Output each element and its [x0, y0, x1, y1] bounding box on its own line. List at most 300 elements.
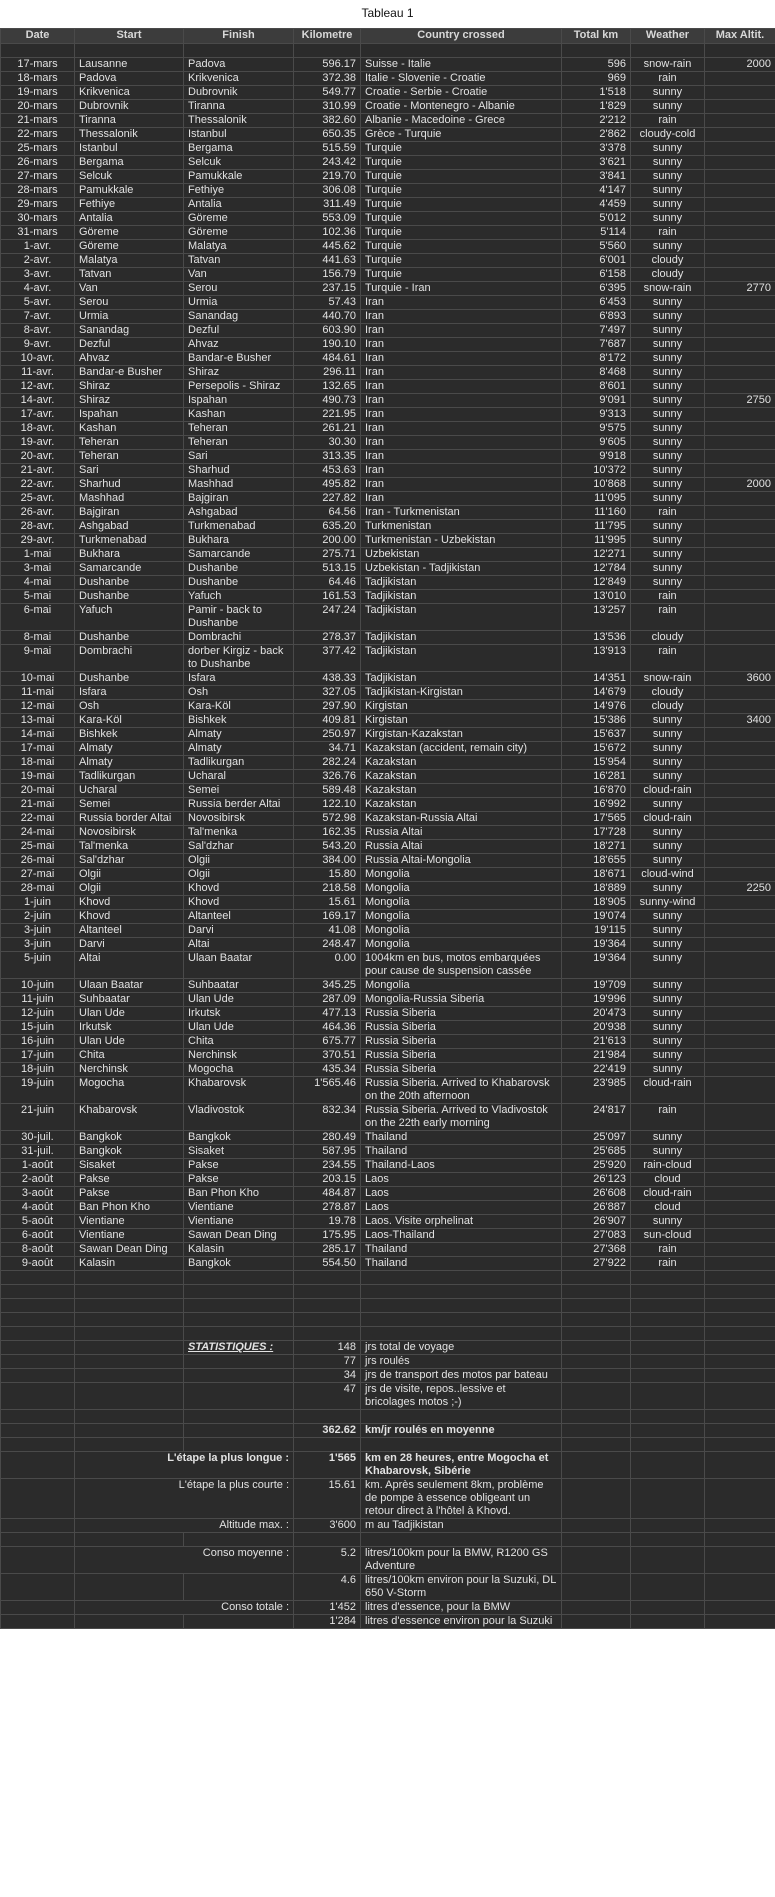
cell-country[interactable]: Turquie	[361, 226, 562, 240]
cell-total-km[interactable]: 13'257	[562, 604, 631, 631]
cell-kilometre[interactable]: 435.34	[294, 1063, 361, 1077]
cell-country[interactable]: Turquie	[361, 184, 562, 198]
cell-start[interactable]: Russia border Altai	[75, 812, 184, 826]
cell-country[interactable]: Turquie	[361, 170, 562, 184]
cell-kilometre[interactable]: 587.95	[294, 1145, 361, 1159]
cell-max-altitude[interactable]	[705, 100, 775, 114]
cell-date[interactable]: 2-août	[1, 1173, 75, 1187]
stats-value[interactable]: 5.2	[294, 1547, 361, 1574]
cell-finish[interactable]: Dombrachi	[184, 631, 294, 645]
cell-finish[interactable]: Sawan Dean Ding	[184, 1229, 294, 1243]
cell-date[interactable]: 9-août	[1, 1257, 75, 1271]
cell-date[interactable]: 1-août	[1, 1159, 75, 1173]
cell-date[interactable]: 25-avr.	[1, 492, 75, 506]
stats-desc[interactable]: jrs roulés	[361, 1355, 562, 1369]
cell-total-km[interactable]: 2'862	[562, 128, 631, 142]
cell-weather[interactable]: sunny	[631, 1063, 705, 1077]
cell-weather[interactable]: rain	[631, 72, 705, 86]
cell-finish[interactable]: Darvi	[184, 924, 294, 938]
cell-max-altitude[interactable]	[705, 450, 775, 464]
cell-start[interactable]: Vientiane	[75, 1215, 184, 1229]
cell-kilometre[interactable]: 243.42	[294, 156, 361, 170]
cell-weather[interactable]: cloudy	[631, 700, 705, 714]
cell-max-altitude[interactable]	[705, 268, 775, 282]
cell-weather[interactable]: sunny	[631, 352, 705, 366]
cell-max-altitude[interactable]	[705, 1243, 775, 1257]
cell-max-altitude[interactable]	[705, 156, 775, 170]
cell-start[interactable]: Suhbaatar	[75, 993, 184, 1007]
cell-finish[interactable]: Khovd	[184, 882, 294, 896]
cell-kilometre[interactable]: 453.63	[294, 464, 361, 478]
cell-finish[interactable]: Olgii	[184, 868, 294, 882]
cell-kilometre[interactable]: 122.10	[294, 798, 361, 812]
cell-kilometre[interactable]: 64.46	[294, 576, 361, 590]
cell-date[interactable]: 31-mars	[1, 226, 75, 240]
cell-total-km[interactable]: 24'817	[562, 1104, 631, 1131]
cell-max-altitude[interactable]	[705, 408, 775, 422]
cell-start[interactable]: Bangkok	[75, 1145, 184, 1159]
cell-kilometre[interactable]: 261.21	[294, 422, 361, 436]
cell-start[interactable]: Dezful	[75, 338, 184, 352]
cell-weather[interactable]: rain	[631, 1257, 705, 1271]
cell-max-altitude[interactable]	[705, 1229, 775, 1243]
cell-start[interactable]: Bangkok	[75, 1131, 184, 1145]
cell-date[interactable]: 3-août	[1, 1187, 75, 1201]
cell-weather[interactable]: cloudy	[631, 254, 705, 268]
cell-weather[interactable]: sunny	[631, 436, 705, 450]
cell-max-altitude[interactable]	[705, 436, 775, 450]
cell-kilometre[interactable]: 553.09	[294, 212, 361, 226]
cell-country[interactable]: Kirgistan	[361, 700, 562, 714]
cell-start[interactable]: Nerchinsk	[75, 1063, 184, 1077]
cell-start[interactable]: Selcuk	[75, 170, 184, 184]
cell-date[interactable]: 8-août	[1, 1243, 75, 1257]
cell-kilometre[interactable]: 162.35	[294, 826, 361, 840]
cell-kilometre[interactable]: 543.20	[294, 840, 361, 854]
cell-weather[interactable]: sunny	[631, 1021, 705, 1035]
cell-finish[interactable]: Altai	[184, 938, 294, 952]
cell-kilometre[interactable]: 372.38	[294, 72, 361, 86]
stats-value[interactable]: 362.62	[294, 1424, 361, 1438]
cell-kilometre[interactable]: 203.15	[294, 1173, 361, 1187]
cell-finish[interactable]: Ulaan Baatar	[184, 952, 294, 979]
cell-date[interactable]: 18-mai	[1, 756, 75, 770]
cell-start[interactable]: Sari	[75, 464, 184, 478]
cell-date[interactable]: 17-mars	[1, 58, 75, 72]
cell-date[interactable]: 13-mai	[1, 714, 75, 728]
cell-start[interactable]: Khovd	[75, 896, 184, 910]
cell-country[interactable]: Croatie - Montenegro - Albanie	[361, 100, 562, 114]
cell-total-km[interactable]: 21'984	[562, 1049, 631, 1063]
cell-country[interactable]: Turquie	[361, 268, 562, 282]
cell-date[interactable]: 21-mars	[1, 114, 75, 128]
cell-weather[interactable]: rain	[631, 604, 705, 631]
cell-max-altitude[interactable]	[705, 114, 775, 128]
cell-total-km[interactable]: 25'685	[562, 1145, 631, 1159]
cell-country[interactable]: Iran	[361, 380, 562, 394]
cell-kilometre[interactable]: 603.90	[294, 324, 361, 338]
cell-total-km[interactable]: 18'655	[562, 854, 631, 868]
cell-date[interactable]: 11-mai	[1, 686, 75, 700]
cell-finish[interactable]: Pakse	[184, 1173, 294, 1187]
cell-country[interactable]: Thailand	[361, 1145, 562, 1159]
stats-value[interactable]: 34	[294, 1369, 361, 1383]
cell-start[interactable]: Shiraz	[75, 380, 184, 394]
cell-total-km[interactable]: 3'841	[562, 170, 631, 184]
cell-kilometre[interactable]: 327.05	[294, 686, 361, 700]
cell-kilometre[interactable]: 34.71	[294, 742, 361, 756]
cell-country[interactable]: Iran	[361, 310, 562, 324]
cell-date[interactable]: 29-mars	[1, 198, 75, 212]
cell-date[interactable]: 25-mars	[1, 142, 75, 156]
cell-country[interactable]: Thailand	[361, 1257, 562, 1271]
cell-max-altitude[interactable]	[705, 366, 775, 380]
cell-max-altitude[interactable]	[705, 1104, 775, 1131]
cell-country[interactable]: Iran	[361, 408, 562, 422]
cell-total-km[interactable]: 4'147	[562, 184, 631, 198]
cell-total-km[interactable]: 9'605	[562, 436, 631, 450]
cell-start[interactable]: Tatvan	[75, 268, 184, 282]
cell-start[interactable]: Serou	[75, 296, 184, 310]
cell-finish[interactable]: Teheran	[184, 436, 294, 450]
cell-country[interactable]: Iran	[361, 422, 562, 436]
cell-kilometre[interactable]: 310.99	[294, 100, 361, 114]
cell-weather[interactable]: sunny-wind	[631, 896, 705, 910]
cell-date[interactable]: 21-avr.	[1, 464, 75, 478]
empty-cell[interactable]	[184, 44, 294, 58]
cell-finish[interactable]: Bangkok	[184, 1257, 294, 1271]
cell-max-altitude[interactable]	[705, 128, 775, 142]
cell-kilometre[interactable]: 306.08	[294, 184, 361, 198]
cell-max-altitude[interactable]	[705, 576, 775, 590]
cell-kilometre[interactable]: 438.33	[294, 672, 361, 686]
cell-country[interactable]: Turquie	[361, 142, 562, 156]
cell-country[interactable]: Turkmenistan - Uzbekistan	[361, 534, 562, 548]
cell-max-altitude[interactable]	[705, 798, 775, 812]
cell-weather[interactable]: sunny	[631, 450, 705, 464]
cell-date[interactable]: 22-mai	[1, 812, 75, 826]
cell-weather[interactable]: sunny	[631, 1049, 705, 1063]
cell-country[interactable]: Italie - Slovenie - Croatie	[361, 72, 562, 86]
cell-start[interactable]: Almaty	[75, 756, 184, 770]
cell-weather[interactable]: sunny	[631, 534, 705, 548]
cell-max-altitude[interactable]	[705, 464, 775, 478]
cell-weather[interactable]: sunny	[631, 548, 705, 562]
col-header-kilometre[interactable]: Kilometre	[294, 29, 361, 44]
cell-date[interactable]: 7-avr.	[1, 310, 75, 324]
cell-kilometre[interactable]: 596.17	[294, 58, 361, 72]
cell-kilometre[interactable]: 156.79	[294, 268, 361, 282]
cell-total-km[interactable]: 16'281	[562, 770, 631, 784]
cell-weather[interactable]: sunny	[631, 1215, 705, 1229]
cell-start[interactable]: Samarcande	[75, 562, 184, 576]
cell-finish[interactable]: Dezful	[184, 324, 294, 338]
cell-kilometre[interactable]: 484.61	[294, 352, 361, 366]
cell-weather[interactable]: sunny	[631, 826, 705, 840]
cell-total-km[interactable]: 21'613	[562, 1035, 631, 1049]
cell-country[interactable]: 1004km en bus, motos embarquées pour cause de suspension cassée	[361, 952, 562, 979]
cell-finish[interactable]: Bukhara	[184, 534, 294, 548]
cell-country[interactable]: Kirgistan-Kazakstan	[361, 728, 562, 742]
cell-total-km[interactable]: 6'893	[562, 310, 631, 324]
cell-max-altitude[interactable]: 2250	[705, 882, 775, 896]
cell-max-altitude[interactable]	[705, 700, 775, 714]
cell-start[interactable]: Pamukkale	[75, 184, 184, 198]
cell-total-km[interactable]: 27'368	[562, 1243, 631, 1257]
cell-country[interactable]: Russia Siberia. Arrived to Khabarovsk on the 20th afternoon	[361, 1077, 562, 1104]
cell-start[interactable]: Novosibirsk	[75, 826, 184, 840]
cell-start[interactable]: Darvi	[75, 938, 184, 952]
cell-kilometre[interactable]: 19.78	[294, 1215, 361, 1229]
cell-kilometre[interactable]: 15.61	[294, 896, 361, 910]
cell-start[interactable]: Almaty	[75, 742, 184, 756]
cell-start[interactable]: Antalia	[75, 212, 184, 226]
cell-country[interactable]: Iran	[361, 324, 562, 338]
cell-finish[interactable]: Shiraz	[184, 366, 294, 380]
cell-start[interactable]: Olgii	[75, 882, 184, 896]
cell-kilometre[interactable]: 440.70	[294, 310, 361, 324]
cell-total-km[interactable]: 9'575	[562, 422, 631, 436]
cell-kilometre[interactable]: 313.35	[294, 450, 361, 464]
cell-kilometre[interactable]: 296.11	[294, 366, 361, 380]
cell-kilometre[interactable]: 227.82	[294, 492, 361, 506]
cell-start[interactable]: Sawan Dean Ding	[75, 1243, 184, 1257]
cell-kilometre[interactable]: 275.71	[294, 548, 361, 562]
cell-country[interactable]: Kazakstan (accident, remain city)	[361, 742, 562, 756]
cell-kilometre[interactable]: 515.59	[294, 142, 361, 156]
cell-finish[interactable]: Kara-Köl	[184, 700, 294, 714]
cell-total-km[interactable]: 969	[562, 72, 631, 86]
cell-weather[interactable]: cloud-rain	[631, 1077, 705, 1104]
cell-max-altitude[interactable]	[705, 631, 775, 645]
cell-finish[interactable]: Kalasin	[184, 1243, 294, 1257]
cell-weather[interactable]: cloud-rain	[631, 812, 705, 826]
stats-desc[interactable]: km en 28 heures, entre Mogocha et Khabarovsk, Sibérie	[361, 1452, 562, 1479]
cell-total-km[interactable]: 14'351	[562, 672, 631, 686]
cell-weather[interactable]: sunny	[631, 338, 705, 352]
cell-weather[interactable]: cloud	[631, 1201, 705, 1215]
cell-weather[interactable]: sunny	[631, 86, 705, 100]
cell-kilometre[interactable]: 464.36	[294, 1021, 361, 1035]
cell-total-km[interactable]: 19'364	[562, 938, 631, 952]
cell-total-km[interactable]: 3'621	[562, 156, 631, 170]
cell-finish[interactable]: Bergama	[184, 142, 294, 156]
cell-max-altitude[interactable]	[705, 240, 775, 254]
stats-desc[interactable]: litres d'essence environ pour la Suzuki	[361, 1615, 562, 1629]
cell-finish[interactable]: Sal'dzhar	[184, 840, 294, 854]
cell-total-km[interactable]: 17'565	[562, 812, 631, 826]
cell-finish[interactable]: Almaty	[184, 742, 294, 756]
cell-total-km[interactable]: 27'083	[562, 1229, 631, 1243]
cell-finish[interactable]: Thessalonik	[184, 114, 294, 128]
cell-date[interactable]: 8-avr.	[1, 324, 75, 338]
cell-start[interactable]: Sisaket	[75, 1159, 184, 1173]
cell-kilometre[interactable]: 280.49	[294, 1131, 361, 1145]
cell-max-altitude[interactable]	[705, 1063, 775, 1077]
cell-start[interactable]: Dushanbe	[75, 576, 184, 590]
cell-finish[interactable]: Selcuk	[184, 156, 294, 170]
cell-weather[interactable]: sunny	[631, 770, 705, 784]
cell-finish[interactable]: Vientiane	[184, 1201, 294, 1215]
cell-weather[interactable]: rain-cloud	[631, 1159, 705, 1173]
cell-country[interactable]: Kazakstan	[361, 756, 562, 770]
cell-weather[interactable]: sunny	[631, 952, 705, 979]
cell-kilometre[interactable]: 57.43	[294, 296, 361, 310]
cell-finish[interactable]: Nerchinsk	[184, 1049, 294, 1063]
cell-max-altitude[interactable]	[705, 938, 775, 952]
cell-weather[interactable]: snow-rain	[631, 672, 705, 686]
cell-date[interactable]: 4-mai	[1, 576, 75, 590]
cell-total-km[interactable]: 19'709	[562, 979, 631, 993]
cell-country[interactable]: Kazakstan-Russia Altai	[361, 812, 562, 826]
empty-cell[interactable]	[75, 44, 184, 58]
cell-date[interactable]: 28-avr.	[1, 520, 75, 534]
cell-start[interactable]: Turkmenabad	[75, 534, 184, 548]
cell-weather[interactable]: sunny	[631, 394, 705, 408]
cell-finish[interactable]: Bandar-e Busher	[184, 352, 294, 366]
cell-total-km[interactable]: 3'378	[562, 142, 631, 156]
cell-finish[interactable]: Göreme	[184, 212, 294, 226]
cell-country[interactable]: Turquie - Iran	[361, 282, 562, 296]
cell-total-km[interactable]: 5'012	[562, 212, 631, 226]
cell-country[interactable]: Russia Siberia	[361, 1063, 562, 1077]
cell-kilometre[interactable]: 221.95	[294, 408, 361, 422]
cell-weather[interactable]: sunny	[631, 840, 705, 854]
cell-max-altitude[interactable]	[705, 1187, 775, 1201]
cell-date[interactable]: 4-avr.	[1, 282, 75, 296]
cell-total-km[interactable]: 12'849	[562, 576, 631, 590]
cell-weather[interactable]: sunny	[631, 728, 705, 742]
stats-value[interactable]: 77	[294, 1355, 361, 1369]
cell-weather[interactable]: sunny	[631, 979, 705, 993]
cell-max-altitude[interactable]	[705, 952, 775, 979]
cell-date[interactable]: 5-juin	[1, 952, 75, 979]
cell-kilometre[interactable]: 234.55	[294, 1159, 361, 1173]
cell-country[interactable]: Mongolia	[361, 924, 562, 938]
cell-country[interactable]: Iran	[361, 478, 562, 492]
cell-start[interactable]: Tadlikurgan	[75, 770, 184, 784]
cell-finish[interactable]: Pamir - back to Dushanbe	[184, 604, 294, 631]
cell-finish[interactable]: Suhbaatar	[184, 979, 294, 993]
cell-weather[interactable]: cloud-wind	[631, 868, 705, 882]
cell-date[interactable]: 14-mai	[1, 728, 75, 742]
cell-kilometre[interactable]: 384.00	[294, 854, 361, 868]
cell-total-km[interactable]: 23'985	[562, 1077, 631, 1104]
cell-date[interactable]: 11-avr.	[1, 366, 75, 380]
cell-weather[interactable]: sunny	[631, 422, 705, 436]
cell-total-km[interactable]: 6'453	[562, 296, 631, 310]
cell-finish[interactable]: Osh	[184, 686, 294, 700]
stats-desc[interactable]: litres/100km environ pour la Suzuki, DL 650 V-Storm	[361, 1574, 562, 1601]
cell-kilometre[interactable]: 282.24	[294, 756, 361, 770]
cell-country[interactable]: Russia Altai	[361, 826, 562, 840]
cell-kilometre[interactable]: 490.73	[294, 394, 361, 408]
cell-country[interactable]: Iran	[361, 450, 562, 464]
cell-country[interactable]: Mongolia	[361, 868, 562, 882]
cell-country[interactable]: Russia Siberia. Arrived to Vladivostok on the 22th early morning	[361, 1104, 562, 1131]
cell-total-km[interactable]: 11'160	[562, 506, 631, 520]
cell-country[interactable]: Laos	[361, 1173, 562, 1187]
cell-max-altitude[interactable]	[705, 324, 775, 338]
cell-country[interactable]: Thailand-Laos	[361, 1159, 562, 1173]
cell-finish[interactable]: Dubrovnik	[184, 86, 294, 100]
cell-date[interactable]: 30-mars	[1, 212, 75, 226]
cell-start[interactable]: Ulan Ude	[75, 1035, 184, 1049]
cell-weather[interactable]: sunny	[631, 380, 705, 394]
cell-start[interactable]: Istanbul	[75, 142, 184, 156]
cell-start[interactable]: Ispahan	[75, 408, 184, 422]
cell-country[interactable]: Croatie - Serbie - Croatie	[361, 86, 562, 100]
cell-country[interactable]: Iran	[361, 352, 562, 366]
cell-start[interactable]: Tiranna	[75, 114, 184, 128]
cell-max-altitude[interactable]	[705, 1021, 775, 1035]
cell-country[interactable]: Turquie	[361, 212, 562, 226]
cell-finish[interactable]: Kashan	[184, 408, 294, 422]
cell-max-altitude[interactable]	[705, 86, 775, 100]
cell-weather[interactable]: rain	[631, 506, 705, 520]
cell-date[interactable]: 8-mai	[1, 631, 75, 645]
cell-start[interactable]: Kashan	[75, 422, 184, 436]
cell-max-altitude[interactable]	[705, 742, 775, 756]
cell-kilometre[interactable]: 382.60	[294, 114, 361, 128]
cell-date[interactable]: 3-juin	[1, 924, 75, 938]
cell-max-altitude[interactable]	[705, 254, 775, 268]
cell-kilometre[interactable]: 345.25	[294, 979, 361, 993]
cell-date[interactable]: 12-avr.	[1, 380, 75, 394]
cell-total-km[interactable]: 8'172	[562, 352, 631, 366]
cell-finish[interactable]: dorber Kirgiz - back to Dushanbe	[184, 645, 294, 672]
cell-max-altitude[interactable]	[705, 604, 775, 631]
cell-date[interactable]: 26-mai	[1, 854, 75, 868]
cell-start[interactable]: Khovd	[75, 910, 184, 924]
cell-kilometre[interactable]: 218.58	[294, 882, 361, 896]
cell-start[interactable]: Khabarovsk	[75, 1104, 184, 1131]
cell-start[interactable]: Osh	[75, 700, 184, 714]
cell-finish[interactable]: Tadlikurgan	[184, 756, 294, 770]
cell-weather[interactable]: sunny	[631, 882, 705, 896]
cell-total-km[interactable]: 16'992	[562, 798, 631, 812]
col-header-date[interactable]: Date	[1, 29, 75, 44]
cell-country[interactable]: Russia Siberia	[361, 1049, 562, 1063]
cell-country[interactable]: Turquie	[361, 156, 562, 170]
col-header-start[interactable]: Start	[75, 29, 184, 44]
cell-weather[interactable]: snow-rain	[631, 282, 705, 296]
cell-total-km[interactable]: 22'419	[562, 1063, 631, 1077]
cell-weather[interactable]: cloudy-cold	[631, 128, 705, 142]
cell-kilometre[interactable]: 30.30	[294, 436, 361, 450]
cell-start[interactable]: Ulan Ude	[75, 1007, 184, 1021]
cell-start[interactable]: Göreme	[75, 226, 184, 240]
cell-max-altitude[interactable]	[705, 380, 775, 394]
cell-kilometre[interactable]: 445.62	[294, 240, 361, 254]
empty-cell[interactable]	[562, 44, 631, 58]
cell-finish[interactable]: Tatvan	[184, 254, 294, 268]
cell-finish[interactable]: Irkutsk	[184, 1007, 294, 1021]
cell-total-km[interactable]: 15'954	[562, 756, 631, 770]
cell-total-km[interactable]: 18'271	[562, 840, 631, 854]
cell-start[interactable]: Teheran	[75, 436, 184, 450]
cell-country[interactable]: Kazakstan	[361, 784, 562, 798]
cell-max-altitude[interactable]	[705, 1201, 775, 1215]
cell-finish[interactable]: Bangkok	[184, 1131, 294, 1145]
cell-finish[interactable]: Bishkek	[184, 714, 294, 728]
cell-start[interactable]: Fethiye	[75, 198, 184, 212]
cell-kilometre[interactable]: 64.56	[294, 506, 361, 520]
cell-max-altitude[interactable]	[705, 645, 775, 672]
cell-country[interactable]: Mongolia-Russia Siberia	[361, 993, 562, 1007]
cell-total-km[interactable]: 26'907	[562, 1215, 631, 1229]
cell-finish[interactable]: Vientiane	[184, 1215, 294, 1229]
